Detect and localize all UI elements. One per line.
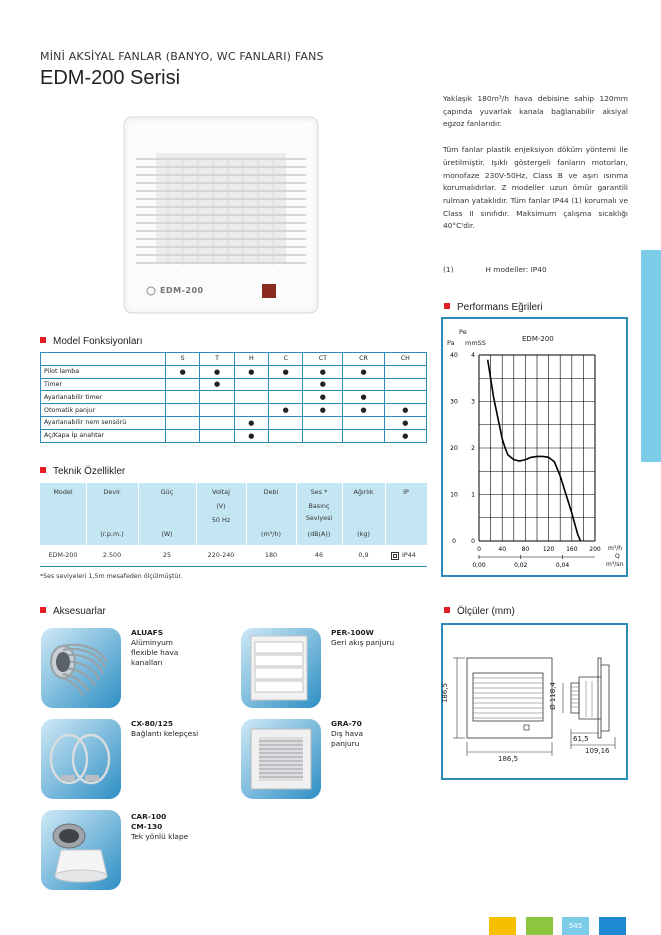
- column-header: C: [269, 353, 303, 366]
- row-mark: ●: [343, 391, 384, 404]
- column-header: CT: [303, 353, 343, 366]
- y-tick-pa: 30: [450, 398, 458, 406]
- row-mark: [384, 391, 426, 404]
- x-tick: 80: [521, 546, 530, 553]
- row-mark: [343, 429, 384, 442]
- dimensions-heading: [444, 606, 515, 617]
- product-label: EDM-200: [160, 286, 204, 295]
- dim-depth2: 109,16: [585, 747, 610, 755]
- dim-diameter: Ø 118,4: [548, 682, 557, 710]
- accessory-desc: Tek yönlü klape: [131, 832, 189, 841]
- x-tick: 0: [477, 546, 481, 553]
- row-mark: [384, 378, 426, 391]
- row-mark: [166, 416, 200, 429]
- note-text: H modeller: IP40: [485, 265, 547, 274]
- red-bullet-icon: [444, 303, 450, 309]
- accessory-desc: panjuru: [331, 739, 360, 748]
- row-mark: [234, 404, 268, 417]
- dimensions-box: [441, 623, 628, 780]
- row-mark: [269, 416, 303, 429]
- td-agirlik: 0,9: [358, 551, 369, 559]
- dim-height: 186,5: [441, 682, 450, 704]
- row-mark: [269, 391, 303, 404]
- th-devir-unit: (r.p.m.): [100, 530, 124, 538]
- mmss-label: mmSS: [465, 339, 486, 347]
- row-mark: [200, 416, 234, 429]
- product-photo: [118, 113, 323, 318]
- accessory-code: PER-100W: [331, 628, 374, 637]
- td-model: EDM-200: [48, 551, 78, 559]
- footer-yellow-block: [489, 917, 516, 935]
- accessories-title: Aksesuarlar: [53, 606, 106, 617]
- th-agirlik-unit: (kg): [357, 530, 370, 538]
- q-unit2: m³/sn: [606, 561, 624, 568]
- accessory-desc: Alüminyum: [131, 638, 173, 647]
- th-ses-3: Seviyesi: [305, 514, 333, 522]
- aluafs-image: [41, 628, 121, 708]
- table-row: [41, 365, 427, 378]
- row-mark: ●: [303, 378, 343, 391]
- row-mark: ●: [200, 378, 234, 391]
- y-tick-mmss: 4: [471, 352, 475, 359]
- row-label: Ayarlanabilir timer: [41, 391, 166, 404]
- y-tick-mmss: 0: [471, 538, 475, 545]
- red-bullet-icon: [40, 337, 46, 343]
- row-mark: [166, 378, 200, 391]
- chart-title: EDM-200: [522, 335, 554, 343]
- y-tick-pa: 40: [450, 352, 458, 359]
- performance-chart: [443, 319, 626, 575]
- car-100-text: [131, 812, 188, 842]
- red-bullet-icon: [40, 467, 46, 473]
- row-mark: ●: [234, 429, 268, 442]
- aluafs-text: [131, 628, 178, 668]
- column-header: S: [166, 353, 200, 366]
- dimension-drawing: [443, 625, 626, 778]
- row-mark: [303, 429, 343, 442]
- th-guc-unit: (W): [161, 530, 173, 538]
- row-mark: [269, 429, 303, 442]
- cx-80-125-text: [131, 719, 198, 739]
- page-number: 545: [562, 917, 589, 935]
- product-description: [443, 93, 628, 246]
- tech-specs-table: [40, 483, 427, 568]
- y-tick-mmss: 2: [471, 445, 475, 452]
- accessory-desc: flexible hava: [131, 648, 179, 657]
- per-100w-text: [331, 628, 394, 648]
- description-para1: Yaklaşık 180m³/h hava debisine sahip 120mm çapında yuvarlak kanala bağlanabilir aksiyal egzoz fanlarıdır.: [443, 94, 628, 129]
- th-ses: Ses *: [310, 488, 328, 496]
- edm-200-curve: [488, 360, 581, 541]
- accessory-code: CAR-100: [131, 812, 167, 821]
- cx-80-125-image: [41, 719, 121, 799]
- car-100-image: [41, 810, 121, 890]
- row-mark: [269, 378, 303, 391]
- x-tick: 160: [566, 546, 578, 553]
- table-row: [41, 429, 427, 442]
- row-mark: [343, 416, 384, 429]
- row-mark: [234, 391, 268, 404]
- model-functions-heading: [40, 336, 142, 347]
- th-devir: Devir: [103, 488, 121, 496]
- q-unit1: m³/h: [608, 545, 623, 552]
- accessories-heading: [40, 606, 106, 617]
- note-index: (1): [443, 265, 454, 274]
- performance-chart-box: [441, 317, 628, 577]
- per-100w-image: [241, 628, 321, 708]
- model-functions-title: Model Fonksiyonları: [53, 336, 143, 347]
- td-devir: 2.500: [102, 551, 122, 559]
- row-mark: [166, 429, 200, 442]
- table-row: [41, 391, 427, 404]
- x-tick: 120: [542, 546, 555, 553]
- td-guc: 25: [162, 551, 172, 559]
- accessory-desc: kanalları: [131, 658, 163, 667]
- description-para2: Tüm fanlar plastik enjeksiyon döküm yöntemi ile üretilmiştir. Işıklı göstergeli fanların motorları, monofaze 230V-50Hz, Class B ve aşırı ısınma korumalıdırlar. Z modeller uzun ömür garantili rulman yataklıdır. Tüm fanlar IP44 (1) korumalı ve Class II sınıfıdır. Maksimum çalışma sıcaklığı 40°C'dir.: [443, 145, 628, 231]
- row-mark: ●: [200, 365, 234, 378]
- row-mark: [200, 391, 234, 404]
- row-label: Otomatik panjur: [41, 404, 166, 417]
- row-mark: [303, 416, 343, 429]
- row-mark: ●: [303, 365, 343, 378]
- row-mark: [384, 365, 426, 378]
- footer-green-block: [526, 917, 553, 935]
- table-header-row: [41, 353, 427, 366]
- page-title: EDM-200 Serisi: [40, 67, 181, 89]
- td-debi: 180: [264, 551, 278, 559]
- th-agirlik: Ağırlık: [353, 488, 374, 496]
- model-functions-table: [40, 352, 427, 443]
- row-mark: ●: [269, 365, 303, 378]
- x2-tick: 0,04: [555, 562, 570, 569]
- row-mark: [166, 391, 200, 404]
- dim-depth1: 61,5: [573, 735, 589, 743]
- dim-width: 186,5: [498, 755, 519, 763]
- table-row: [41, 404, 427, 417]
- accessory-code: CX-80/125: [131, 719, 173, 728]
- x-tick: 200: [589, 546, 601, 553]
- y-tick-mmss: 1: [471, 491, 475, 499]
- accessory-desc: CM-130: [131, 822, 163, 831]
- y-tick-pa: 10: [450, 491, 458, 499]
- y-tick-mmss: 3: [471, 398, 475, 406]
- column-header: CH: [384, 353, 426, 366]
- gra-70-image: [241, 719, 321, 799]
- row-label: Ayarlanabilir nem sensörü: [41, 416, 166, 429]
- class-ii-icon: [391, 552, 399, 560]
- row-mark: [234, 378, 268, 391]
- pe-label: Pe: [459, 328, 467, 336]
- row-label: Aç/Kapa İp anahtar: [41, 429, 166, 442]
- gra-70-text: [331, 719, 363, 749]
- th-ses-2: Basınç: [308, 502, 330, 510]
- q-label: Q: [615, 553, 620, 560]
- th-ses-unit: (dB(A)): [307, 530, 331, 538]
- row-mark: [200, 429, 234, 442]
- column-header: T: [200, 353, 234, 366]
- tech-specs-title: Teknik Özellikler: [53, 466, 126, 477]
- row-mark: ●: [234, 416, 268, 429]
- accessory-code: ALUAFS: [131, 628, 164, 637]
- th-ip: IP: [403, 488, 409, 496]
- x2-tick: 0,02: [514, 562, 528, 569]
- accessory-code: GRA-70: [331, 719, 362, 728]
- row-mark: ●: [343, 365, 384, 378]
- series-pretitle: MİNİ AKSİYAL FANLAR (BANYO, WC FANLARI) FANS: [40, 50, 324, 63]
- tech-specs-heading: [40, 466, 125, 477]
- th-voltaj: Voltaj: [212, 488, 230, 496]
- y-tick-pa: 0: [452, 538, 456, 545]
- x-tick: 40: [498, 546, 507, 553]
- tech-footnote: *Ses seviyeleri 1,5m mesafeden ölçülmüştür.: [40, 573, 183, 580]
- row-mark: ●: [384, 404, 426, 417]
- row-mark: ●: [343, 404, 384, 417]
- row-label: Pilot lamba: [41, 365, 166, 378]
- row-mark: ●: [303, 391, 343, 404]
- red-bullet-icon: [40, 607, 46, 613]
- x2-tick: 0,00: [472, 562, 486, 569]
- accessory-desc: Dış hava: [331, 729, 364, 738]
- row-mark: ●: [269, 404, 303, 417]
- row-mark: ●: [166, 365, 200, 378]
- row-mark: ●: [303, 404, 343, 417]
- th-model: Model: [53, 488, 73, 496]
- row-mark: [200, 404, 234, 417]
- accessory-desc: Bağlantı kelepçesi: [131, 729, 199, 738]
- row-mark: ●: [234, 365, 268, 378]
- column-header: H: [234, 353, 268, 366]
- th-debi-unit: (m³/h): [261, 530, 281, 538]
- table-row: [41, 378, 427, 391]
- th-debi: Debi: [263, 488, 279, 496]
- row-mark: ●: [384, 429, 426, 442]
- td-ses: 46: [314, 551, 324, 559]
- dimensions-title: Ölçüler (mm): [457, 606, 515, 617]
- row-label: Timer: [41, 378, 166, 391]
- y-tick-pa: 20: [450, 445, 458, 452]
- side-tab: [641, 250, 661, 462]
- pa-label: Pa: [447, 339, 455, 347]
- footer-blue-block: [599, 917, 626, 935]
- column-header: CR: [343, 353, 384, 366]
- th-voltaj-hz: 50 Hz: [211, 516, 231, 524]
- performance-heading: [444, 302, 543, 313]
- performance-title: Performans Eğrileri: [457, 302, 543, 313]
- th-guc: Güç: [160, 488, 174, 496]
- accessory-desc: Geri akış panjuru: [331, 638, 395, 647]
- row-mark: ●: [384, 416, 426, 429]
- td-ip: IP44: [402, 551, 416, 559]
- table-header-blank: [41, 353, 166, 366]
- th-voltaj-unit: (V): [216, 502, 226, 510]
- table-row: [41, 416, 427, 429]
- row-mark: [343, 378, 384, 391]
- row-mark: [166, 404, 200, 417]
- td-voltaj: 220-240: [207, 551, 235, 559]
- description-note: [443, 265, 547, 274]
- red-bullet-icon: [444, 607, 450, 613]
